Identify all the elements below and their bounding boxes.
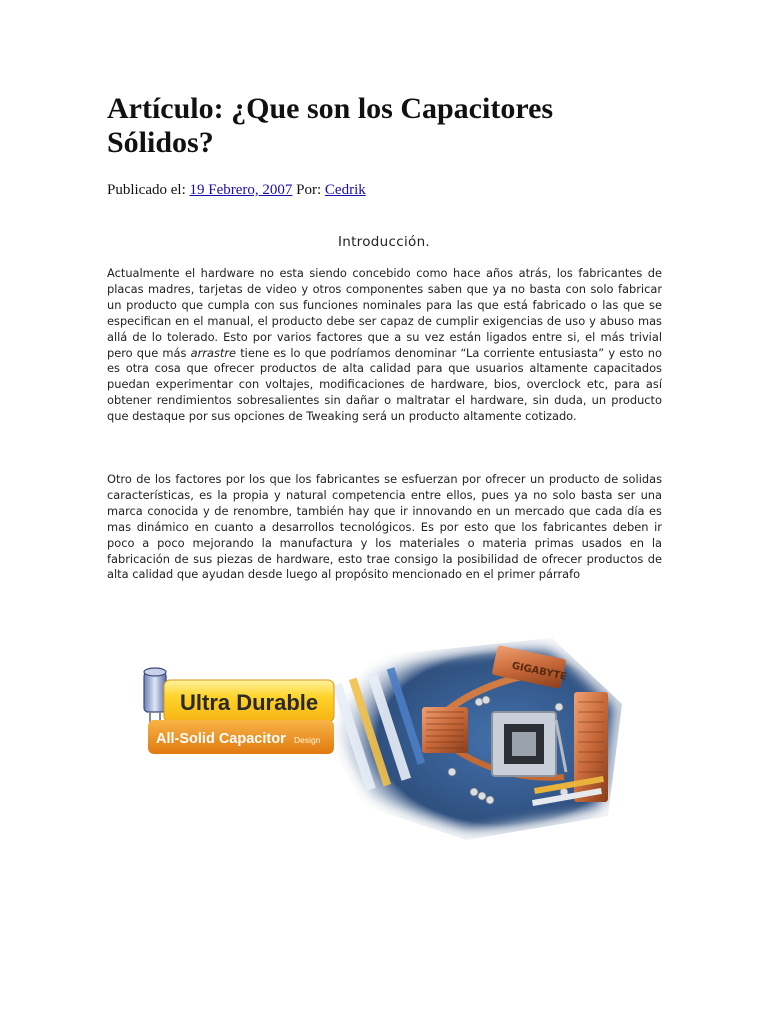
- author-link[interactable]: Cedrik: [324, 182, 366, 198]
- article-byline: [107, 181, 366, 199]
- board-logo: GIGABYTE: [510, 660, 568, 683]
- motherboard-illustration: [314, 630, 629, 848]
- paragraph-intro: [107, 266, 662, 425]
- capacitor-icon: [144, 668, 166, 724]
- badge-title: Ultra Durable: [180, 690, 319, 715]
- ultra-durable-badge: [144, 668, 334, 754]
- section-heading: Introducción.: [337, 234, 431, 250]
- cpu-socket: [492, 712, 566, 776]
- paragraph-intro-text-a: Actualmente el hardware no esta siendo concebido como hace años atrás, los fabricantes de placas madres, tarjetas de video y otros componentes saben que ya no basta con solo fabricar un producto que cumpla con sus funciones nominales para las que está fabricado o las que se especifican en el manual, el producto debe ser capaz de cumplir exigencias de uso y abuso mas allá de lo tolerado. Esto por varios factores que a su vez están ligados entre si, el más trivial pero que más: [107, 266, 662, 360]
- ultra-durable-motherboard-image: [134, 612, 634, 852]
- by-label: Por:: [296, 182, 322, 198]
- badge-subtitle: All-Solid Capacitor: [156, 731, 286, 747]
- date-link[interactable]: 19 Febrero, 2007: [189, 182, 293, 198]
- paragraph-second: Otro de los factores por los que los fabricantes se esfuerzan por ofrecer un producto de solidas características, es la propia y natural competencia entre ellos, pues ya no solo basta ser una marca conocida y de renombre, también hay que ir innovando en un mercado que cada día es mas dinámico en cuanto a desarrollos tecnológicos. Es por esto que los fabricantes deben ir poco a poco mejorando la manufactura y los materiales o materia primas usados en la fabricación de sus piezas de hardware, esto trae consigo la posibilidad de ofrecer productos de alta calidad que ayudan desde luego al propósito mencionado en el primer párrafo: [107, 472, 662, 582]
- paragraph-intro-text-b: tiene es lo que podríamos denominar “La corriente entusiasta” y esto no es otra cosa que ofrecer productos de alta calidad para que usuarios altamente capacitados puedan experimentar con voltajes, modificaciones de hardware, bios, overclock etc, para así obtener rendimientos sobresalientes sin dañar o maltratar el hardware, sin duda, un producto que destaque por sus opciones de Tweaking será un producto altamente cotizado.: [107, 345, 662, 424]
- article-title: Artículo: ¿Que son los Capacitores Sólidos?: [107, 92, 554, 159]
- paragraph-intro-emphasis: arrastre: [190, 345, 237, 360]
- badge-subtitle-suffix: Design: [294, 735, 321, 745]
- published-label: Publicado el:: [107, 182, 186, 198]
